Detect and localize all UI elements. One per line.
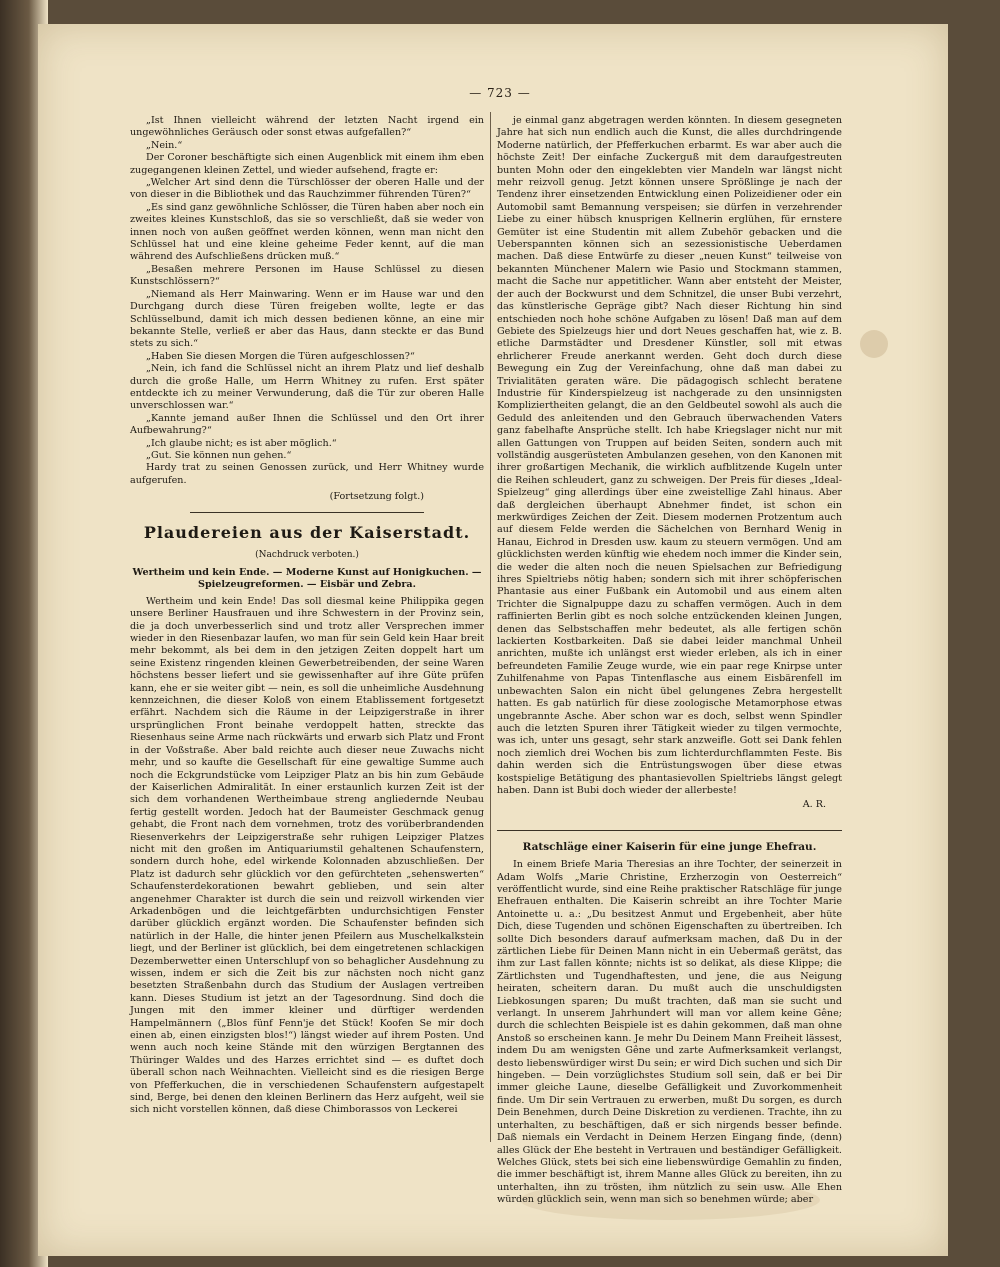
article-subtitle: Wertheim und kein Ende. — Moderne Kunst auf Honigkuchen. — Spielzeugreformen. — Eisbär und Zebra. [132,567,482,591]
dialogue-paragraph: „Ich glaube nicht; es ist aber möglich.“ [146,437,337,449]
article-body: je einmal ganz abgetragen werden könnten. In diesem gesegneten Jahre hat sich nun endlich auch die Kunst, die alles durchdringende Moderne natürlich, der Pfefferkuchen erbarmt. Es war aber auch die höchste Zeit! Der einfache Zuckerguß mit dem daraufgestreuten bunten Mohn oder den eingeklebten vier Mandeln war längst nicht mehr reizvoll genug. Jetzt können unsere Sprößlinge je nach der Tendenz ihrer einsetzenden Entwicklung einen Polizeidiener oder ein Automobil samt Bemannung verspeisen; sie dürfen in verzehrender Liebe zu einer hübsch knusprigen Kellnerin erglühen, für ernstere Gemüter ist eine Studentin mit allem Zubehör gebacken und die Ueberspannten können sich an sezessionistische Ueberdamen machen. Daß diese Entwürfe zu dieser „neuen Kunst“ teilweise von bekannten Münchener Malern wie Pasio und Stockmann stammen, macht die Sache nur appetitlicher. Wann aber entsteht der Meister, der auch der Bockwurst und dem Schnitzel, die unser Bubi verzehrt, das künstlerische Gepräge gibt? Nach dieser Richtung hin sind entschieden noch hohe schöne Aufgaben zu lösen! Daß man auf dem Gebiete des Spielzeugs hier und dort Neues geschaffen hat, wie z. B. etliche Darmstädter und Dresdener Künstler, soll mit etwas ehrlicherer Freude anerkannt werden. Geht doch durch diese Bewegung ein Zug der Vereinfachung, ohne daß man dabei zu Trivialitäten geraten wäre. Die pädagogisch schlecht beratene Industrie für Kinderspielzeug ist nachgerade zu den unsinnigsten Kompliziertheiten gelangt, die an den Geldbeutel sowohl als auch die Geduld des anleitenden und den Gebrauch überwachenden Vaters ganz fabelhafte Ansprüche stellt. Ich habe Kriegslager nicht nur mit allen Gattungen von Truppen auf beiden Seiten, sondern auch mit vollständig ausgerüsteten Ambulanzen gesehen, von den Kanonen mit ihrer großartigen Mechanik, die wirklich aufblitzende Kugeln unter die Reihen schleudert, ganz zu schweigen. Der Preis für dieses „Ideal-Spielzeug“ ging allerdings über eine zweistellige Zahl hinaus. Aber daß dergleichen überhaupt Abnehmer findet, ist schon ein merkwürdiges Zeichen der Zeit. Diesem modernen Protzentum auch auf diesem Felde werden die Sächelchen von Bernhard Wenig in Hanau, Eichrod in Dresden usw. kaum zu steuern vermögen. Und am glücklichsten werden künftig wie ehedem noch immer die Kinder sein, die weder die alten noch die neuen Spielsachen zur Befriedigung ihres Spieltriebs nötig haben; sondern sich mit ihrer schöpferischen Phantasie aus einer Fußbank ein Automobil und aus einem alten Trichter die Signalpuppe dazu zu schaffen vermögen. Auch in dem raffinierten Berlin gibt es noch solche entzückenden kleinen Jungen, denen das Selbstschaffen mehr bedeutet, als alle fertigen schön lackierten Kostbarkeiten. Daß sie dabei leider manchmal Unheil anrichten, mußte ich unlängst erst wieder erleben, als ich in einer befreundeten Familie Zeuge wurde, wie ein paar rege Knirpse unter Zuhilfenahme von Papas Tintenflasche aus einem Eisbärenfell im unbewachten Salon ein nicht übel gelungenes Zebra hergestellt hatten. Es gab natürlich für diese zoologische Metamorphose etwas ungebrannte Asche. Aber schon war es doch, selbst wenn Spindler auch die letzten Spuren ihrer Tätigkeit wieder zu tilgen vermochte, was ich, unter uns gesagt, sehr stark anzweifle. Gott sei Dank fehlen noch ziemlich drei Wochen bis zum lichterdurchflammten Feste. Bis dahin werden sich die Entrüstungswogen über diese etwas kostspielige Betätigung des phantasievollen Spieltriebs längst gelegt haben. Dann ist Bubi doch wieder der allerbeste! [497,115,842,796]
dialogue-paragraph: „Nein, ich fand die Schlüssel nicht an ihrem Platz und lief deshalb durch die große Halle, um Herrn Whitney zu rufen. Erst später entdeckte ich zu meiner Verwunderung, daß die Tür zur oberen Halle unverschlossen war.“ [130,363,484,412]
page-number: — 723 — [469,86,531,100]
section-divider [190,512,424,513]
dialogue-paragraph: „Ist Ihnen vielleicht während der letzten Nacht irgend ein ungewöhnliches Geräusch oder sonst etwas aufgefallen?“ [130,115,484,139]
column-divider [490,112,491,1142]
dialogue-paragraph: „Haben Sie diesen Morgen die Türen aufgeschlossen?“ [146,350,415,362]
dialogue-paragraph: „Besaßen mehrere Personen im Hause Schlüssel zu diesen Kunstschlössern?“ [130,263,484,288]
dialogue-paragraph: „Gut. Sie können nun gehen.“ [146,449,292,461]
paper-stain [860,330,888,358]
dialogue-paragraph: Hardy trat zu seinen Genossen zurück, und Herr Whitney wurde aufgerufen. [130,462,484,486]
dialogue-paragraph: „Es sind ganz gewöhnliche Schlösser, die Türen haben aber noch ein zweites kleines Kunstschloß, das sie so verschließt, daß sie weder von innen noch von außen geöffnet werden können, wenn man nicht den Schlüssel hat und eine kleine geheime Feder kennt, auf die man während des Aufschließens drücken muß.“ [130,201,484,263]
reprint-note: (Nachdruck verboten.) [255,549,359,560]
article-body: Wertheim und kein Ende! Das soll diesmal keine Philippika gegen unsere Berliner Hausfrauen und ihre Schwestern in der Provinz sein, die ja doch unverbesserlich sind und trotz aller Versprechen immer wieder in den Riesenbazar laufen, wo man für sein Geld kein Haar breit mehr bekommt, als bei dem in den jetzigen Zeiten doppelt hart um seine Existenz ringenden kleinen Gewerbetreibenden, der seine Waren höchstens besser liefert und sie gewissenhafter auf ihre Güte prüfen kann, ehe er sie weiter gibt — nein, es soll die unheimliche Ausdehnung kennzeichnen, die dieser Koloß von einem Etablissement fortgesetzt erfährt. Nachdem sich die Räume in der Leipzigerstraße in ihrer ursprünglichen Front beinahe verdoppelt hatten, streckte das Riesenhaus seine Arme nach rückwärts und erwarb sich Platz und Front in der Voßstraße. Aber bald reichte auch dieser neue Zuwachs nicht mehr, und so kaufte die Gesellschaft für eine gewaltige Summe auch noch die Eckgrundstücke vom Leipziger Platz an bis hin zum Gebäude der Kaiserlichen Admiralität. In einer erstaunlich kurzen Zeit ist der sich dem vorhandenen Wertheimbaue streng angliedernde Neubau fertig gestellt worden. Jedoch hat der Baumeister Geschmack genug gehabt, die Front nach dem vornehmen, trotz des vorüberbrandenden Riesenverkehrs der Leipzigerstraße sehr ruhigen Leipziger Platzes nicht mit den großen im Antiquariumstil gehaltenen Schaufenstern, sondern durch hohe, edel wirkende Kolonnaden abzuschließen. Der Platz ist dadurch sehr glücklich vor den gefürchteten „sehenswerten“ Schaufensterdekorationen bewahrt geblieben, und sein alter angenehmer Charakter ist durch die sein und reizvoll wirkenden vier Arkadenbögen und die leichtgefärbten undurchsichtigen Fenster darüber glücklich ergänzt worden. Die Schaufenster befinden sich natürlich in der Halle, die hinter jenen Pfeilern aus Muschelkalkstein liegt, und der Berliner ist glücklich, bei dem eingetretenen schlackigen Dezemberwetter einen Unterschlupf von so behaglicher Ausdehnung zu wissen, indem er sich die Zeit bis zur nächsten noch nicht ganz besetzten Straßenbahn durch das Studium der Auslagen vertreiben kann. Dieses Studium ist jetzt an der Tagesordnung. Sind doch die Jungen mit den immer kleiner und dürftiger werdenden Hampelmännern („Blos fünf Fenn'je det Stück! Koofen Se mir doch einen ab, einen einzigsten blos!“) längst wieder auf ihrem Posten. Und wenn auch noch keine Stände mit den würzigen Bergtannen des Thüringer Waldes und des Harzes errichtet sind — es duftet doch überall schon nach Weihnachten. Vielleicht sind es die riesigen Berge von Pfefferkuchen, die in verschiedenen Schaufenstern aufgestapelt sind, Berge, bei denen den kleinen Berlinern das Herz aufgeht, weil sie sich nicht vorstellen können, daß diese Chimborassos von Leckerei [130,595,484,1116]
left-column [130,115,484,1117]
article-title: Plaudereien aus der Kaiserstadt. [143,522,471,542]
dialogue-paragraph: „Nein.“ [146,139,183,151]
dialogue-paragraph: Der Coroner beschäftigte sich einen Augenblick mit einem ihm eben zugegangenen kleinen Zettel, und wieder aufsehend, fragte er: [130,152,484,176]
dialogue-paragraph: „Niemand als Herr Mainwaring. Wenn er im Hause war und den Durchgang durch diese Türen freigeben wollte, legte er das Schlüsselbund, damit ich mich dessen bedienen könne, an eine mir bekannte Stelle, verließ er aber das Haus, dann steckte er das Bund stets zu sich.“ [130,288,484,350]
author-signature: A. R. [802,799,826,811]
article-title: Ratschläge einer Kaiserin für eine junge Ehefrau. [522,840,817,853]
dialogue-paragraph: „Welcher Art sind denn die Türschlösser der oberen Halle und der von dieser in die Bibliothek und das Rauchzimmer führenden Türen?“ [130,177,484,201]
continuation-note: (Fortsetzung folgt.) [329,491,424,503]
section-divider [497,830,842,831]
dialogue-paragraph: „Kannte jemand außer Ihnen die Schlüssel und den Ort ihrer Aufbewahrung?“ [130,412,484,437]
right-column [497,115,842,1207]
article-body: In einem Briefe Maria Theresias an ihre Tochter, der seinerzeit in Adam Wolfs „Marie Christine, Erzherzogin von Oesterreich“ veröffentlicht wurde, sind eine Reihe praktischer Ratschläge für junge Ehefrauen enthalten. Die Kaiserin schreibt an ihre Tochter Marie Antoinette u. a.: „Du besitzest Anmut und Ergebenheit, aber hüte Dich, diese Tugenden und schönen Eigenschaften zu übertreiben. Ich sollte Dich besonders darauf aufmerksam machen, daß Du in der zärtlichen Liebe für Deinen Mann nicht in ein Uebermaß gerätst, das ihm zur Last fallen könnte; nichts ist so delikat, als diese Klippe; die Zärtlichsten und Tugendhaftesten, und jene, die aus Neigung heiraten, scheitern daran. Du mußt auch die unschuldigsten Liebkosungen sparen; Du mußt trachten, daß man sie sucht und verlangt. In unserem Jahrhundert will man vor allem keine Gêne; durch die schlechten Beispiele ist es dahin gekommen, daß man ohne Anstoß so erscheinen kann. Je mehr Du Deinem Mann Freiheit lässest, indem Du am wenigsten Gêne und zarte Aufmerksamkeit verlangst, desto liebenswürdiger wirst Du sein; er wird Dich suchen und sich Dir hingeben. — Dein vorzüglichstes Studium soll sein, daß er bei Dir immer gleiche Laune, dieselbe Gefälligkeit und Zuvorkommenheit finde. Um Dir sein Vertrauen zu erwerben, mußt Du sorgen, es durch Dein Benehmen, durch Deine Diskretion zu verdienen. Trachte, ihn zu unterhalten, zu beschäftigen, daß er sich nirgends besser befinde. Daß niemals ein Verdacht in Deinem Herzen Eingang finde, (denn) alles Glück der Ehe besteht in Vertrauen und beständiger Gefälligkeit. Welches Glück, stets bei sich eine liebenswürdige Gemahlin zu finden, die immer beschäftigt ist, ihrem Manne alles Glück zu bereiten, ihn zu unterhalten, ihn zu trösten, ihm nützlich zu sein usw. Alle Ehen würden glücklich sein, wenn man sich so benehmen würde; aber [497,859,842,1206]
